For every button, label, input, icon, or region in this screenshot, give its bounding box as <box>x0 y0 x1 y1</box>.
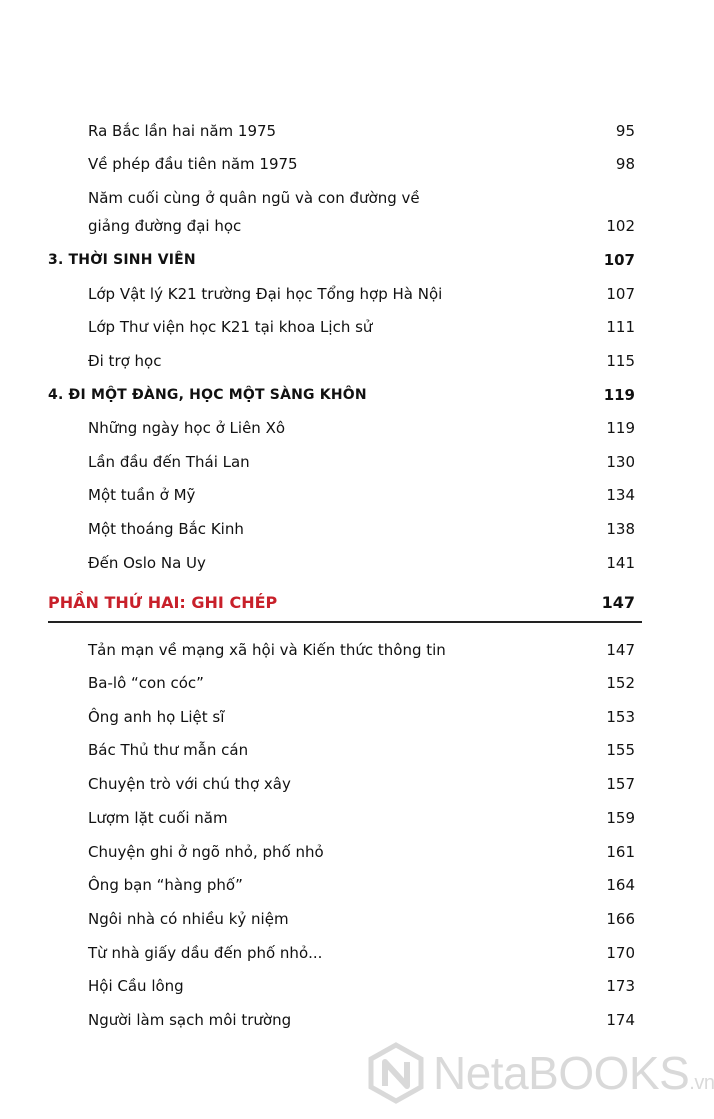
toc-chapter-title: 3. THỜI SINH VIÊN <box>48 252 196 268</box>
toc-entry <box>0 480 700 510</box>
toc-entry <box>0 1005 700 1035</box>
toc-entry-page: 138 <box>606 520 635 538</box>
toc-entry-title: Đi trợ học <box>88 352 162 370</box>
toc-entry-page: 95 <box>615 122 635 140</box>
toc-entry <box>0 668 700 698</box>
toc-entry-title: Lớp Vật lý K21 trường Đại học Tổng hợp Hà Nội <box>88 285 443 303</box>
toc-entry-title: Người làm sạch môi trường <box>88 1011 292 1029</box>
toc-entry <box>0 904 700 934</box>
toc-entry-title: Hội Cầu lông <box>88 977 184 995</box>
toc-chapter-page: 119 <box>603 386 635 404</box>
toc-entry-title: Đến Oslo Na Uy <box>88 554 206 572</box>
toc-entry-title: Về phép đầu tiên năm 1975 <box>88 155 298 173</box>
toc-entry <box>0 769 700 799</box>
toc-entry <box>0 971 700 1001</box>
toc-entry <box>0 548 700 578</box>
toc-entry-page: 173 <box>606 977 635 995</box>
toc-entry-title: Một thoáng Bắc Kinh <box>88 520 244 538</box>
toc-entry-page: 157 <box>606 775 635 793</box>
toc-entry <box>0 938 700 968</box>
toc-entry <box>0 346 700 376</box>
toc-part-title: PHẦN THỨ HAI: GHI CHÉP <box>48 593 278 612</box>
toc-entry-title: Tản mạn về mạng xã hội và Kiến thức thông tin <box>88 641 446 659</box>
toc-entry-page: 166 <box>606 910 635 928</box>
toc-part <box>0 588 700 618</box>
toc-entry-page: 141 <box>606 554 635 572</box>
toc-entry-page: 153 <box>606 708 635 726</box>
toc-entry <box>0 279 700 309</box>
toc-entry-page: 152 <box>606 674 635 692</box>
toc-entry-title: Những ngày học ở Liên Xô <box>88 419 286 437</box>
toc-entry-title: Lớp Thư viện học K21 tại khoa Lịch sử <box>88 318 373 336</box>
toc-entry <box>0 635 700 665</box>
toc-entry <box>0 413 700 443</box>
toc-chapter <box>0 380 700 410</box>
toc-entry-title: Một tuần ở Mỹ <box>88 486 196 504</box>
toc-entry <box>0 837 700 867</box>
toc-entry-title: Ra Bắc lần hai năm 1975 <box>88 122 277 140</box>
toc-entry-page: 111 <box>606 318 635 336</box>
toc-entry <box>0 116 700 146</box>
toc-entry-title: Ông bạn “hàng phố” <box>88 876 243 894</box>
watermark <box>365 1040 714 1110</box>
toc-entry-page: 98 <box>615 155 635 173</box>
toc-entry <box>0 702 700 732</box>
toc-entry-page: 161 <box>606 843 635 861</box>
toc-entry-page: 155 <box>606 741 635 759</box>
watermark-suffix: .vn <box>689 1072 714 1094</box>
toc-entry-page: 102 <box>606 217 635 235</box>
watermark-brand-line <box>433 1046 714 1100</box>
toc-chapter-page: 107 <box>603 251 635 269</box>
toc-entry <box>0 149 700 179</box>
toc-entry-title: Ba-lô “con cóc” <box>88 674 204 692</box>
toc-entry-title: Ngôi nhà có nhiều kỷ niệm <box>88 910 289 928</box>
toc-entry <box>0 870 700 900</box>
toc-entry <box>0 735 700 765</box>
toc-entry <box>0 514 700 544</box>
toc-entry-page: 164 <box>606 876 635 894</box>
toc-entry-page: 159 <box>606 809 635 827</box>
toc-entry-page: 174 <box>606 1011 635 1029</box>
toc-entry-page: 147 <box>606 641 635 659</box>
toc-entry-title: Năm cuối cùng ở quân ngũ và con đường về <box>88 189 420 207</box>
toc-entry-page: 130 <box>606 453 635 471</box>
toc-entry <box>0 803 700 833</box>
watermark-brand: NetaBOOKS <box>433 1047 690 1099</box>
toc-part-page: 147 <box>601 593 635 612</box>
part-divider <box>48 621 642 623</box>
toc-entry-title: Ông anh họ Liệt sĩ <box>88 708 225 726</box>
toc-entry-page: 134 <box>606 486 635 504</box>
toc-entry-title-continued: giảng đường đại học <box>88 217 242 235</box>
toc-chapter-title: 4. ĐI MỘT ĐÀNG, HỌC MỘT SÀNG KHÔN <box>48 387 367 403</box>
netabooks-logo-icon <box>365 1042 427 1104</box>
toc-entry <box>0 184 700 240</box>
toc-entry-title: Từ nhà giấy dầu đến phố nhỏ... <box>88 944 323 962</box>
toc-entry-title: Chuyện trò với chú thợ xây <box>88 775 291 793</box>
toc-entry-title: Lần đầu đến Thái Lan <box>88 453 250 471</box>
toc-entry-title: Chuyện ghi ở ngõ nhỏ, phố nhỏ <box>88 843 324 861</box>
toc-entry-page: 115 <box>606 352 635 370</box>
toc-entry <box>0 447 700 477</box>
toc-entry-page: 119 <box>606 419 635 437</box>
toc-entry <box>0 312 700 342</box>
toc-entry-title: Bác Thủ thư mẫn cán <box>88 741 249 759</box>
toc-entry-page: 170 <box>606 944 635 962</box>
toc-entry-title: Lượm lặt cuối năm <box>88 809 228 827</box>
toc-chapter <box>0 245 700 275</box>
toc-entry-page: 107 <box>606 285 635 303</box>
